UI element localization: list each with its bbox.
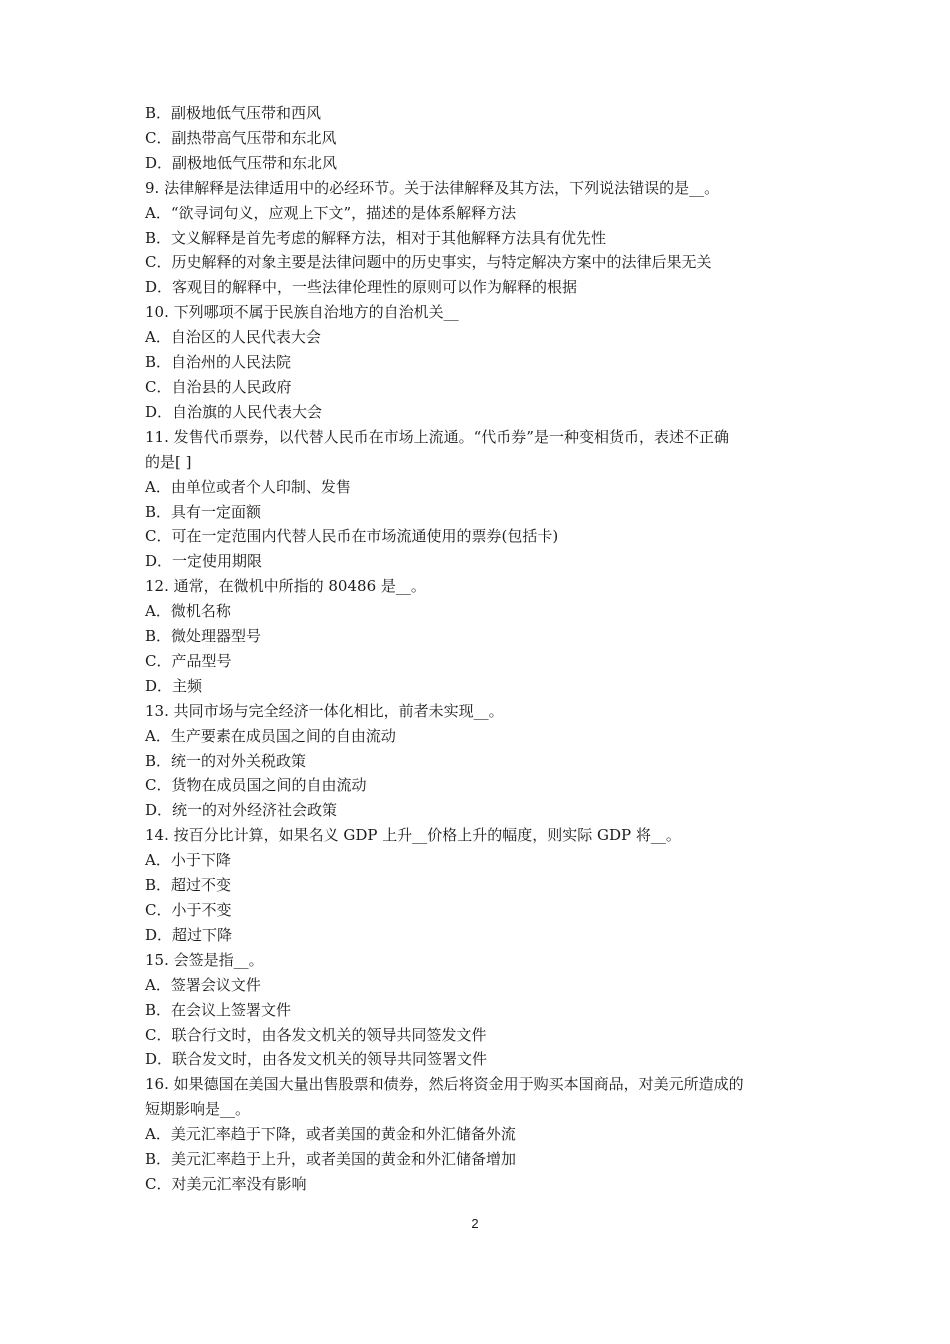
text-line: C．对美元汇率没有影响 bbox=[145, 1174, 307, 1193]
text-line: D．自治旗的人民代表大会 bbox=[145, 402, 323, 421]
text-line: A．由单位或者个人印制、发售 bbox=[145, 477, 351, 496]
document-content bbox=[145, 101, 825, 1197]
text-line: B．在会议上签署文件 bbox=[145, 1000, 292, 1019]
text-line: A．“欲寻词句义，应观上下文”，描述的是体系解释方法 bbox=[145, 203, 517, 222]
text-line: D．统一的对外经济社会政策 bbox=[145, 801, 338, 820]
text-line: B．统一的对外关税政策 bbox=[145, 751, 307, 770]
text-line: B．具有一定面额 bbox=[145, 502, 262, 521]
text-line: B．自治州的人民法院 bbox=[145, 353, 292, 372]
text-line: B．微处理器型号 bbox=[145, 627, 262, 646]
text-line: 13. 共同市场与完全经济一体化相比，前者未实现__。 bbox=[145, 701, 504, 720]
text-line: 14. 按百分比计算，如果名义 GDP 上升__价格上升的幅度，则实际 GDP 将__。 bbox=[145, 826, 681, 845]
text-line: C．联合行文时，由各发文机关的领导共同签发文件 bbox=[145, 1025, 487, 1044]
text-line: 16. 如果德国在美国大量出售股票和债券，然后将资金用于购买本国商品，对美元所造成的 bbox=[145, 1075, 744, 1094]
text-line: 15. 会签是指__。 bbox=[145, 950, 264, 969]
text-line: B．文义解释是首先考虑的解释方法，相对于其他解释方法具有优先性 bbox=[145, 228, 607, 247]
text-line: D．一定使用期限 bbox=[145, 552, 263, 571]
text-line: C．产品型号 bbox=[145, 651, 232, 670]
text-line: A．小于下降 bbox=[145, 851, 231, 870]
text-line: 9. 法律解释是法律适用中的必经环节。关于法律解释及其方法，下列说法错误的是__。 bbox=[145, 178, 720, 197]
page-number: 2 bbox=[471, 1216, 479, 1231]
text-line: A．自治区的人民代表大会 bbox=[145, 328, 321, 347]
text-line: C．自治县的人民政府 bbox=[145, 377, 292, 396]
text-line: 12. 通常，在微机中所指的 80486 是__。 bbox=[145, 577, 426, 596]
text-line: 的是[ ] bbox=[145, 452, 192, 471]
text-line: B．美元汇率趋于上升，或者美国的黄金和外汇储备增加 bbox=[145, 1150, 517, 1169]
text-line: C．副热带高气压带和东北风 bbox=[145, 128, 337, 147]
text-line: A．美元汇率趋于下降，或者美国的黄金和外汇储备外流 bbox=[145, 1125, 516, 1144]
text-line: C．货物在成员国之间的自由流动 bbox=[145, 776, 367, 795]
text-line: D．客观目的解释中，一些法律伦理性的原则可以作为解释的根据 bbox=[145, 278, 578, 297]
text-line: C．历史解释的对象主要是法律问题中的历史事实，与特定解决方案中的法律后果无关 bbox=[145, 253, 712, 272]
text-line: A．微机名称 bbox=[145, 602, 231, 621]
text-line: A．生产要素在成员国之间的自由流动 bbox=[145, 726, 396, 745]
text-line: A．签署会议文件 bbox=[145, 975, 261, 994]
text-line: D．联合发文时，由各发文机关的领导共同签署文件 bbox=[145, 1050, 488, 1069]
text-line: B．超过不变 bbox=[145, 876, 232, 895]
text-line: D．副极地低气压带和东北风 bbox=[145, 153, 338, 172]
text-line: C．可在一定范围内代替人民币在市场流通使用的票券(包括卡) bbox=[145, 527, 559, 546]
text-line: D．主频 bbox=[145, 676, 203, 695]
text-line: 短期影响是__。 bbox=[145, 1100, 251, 1119]
text-line: 10. 下列哪项不属于民族自治地方的自治机关__ bbox=[145, 303, 459, 322]
text-line: 11. 发售代币票券，以代替人民币在市场上流通。“代币券”是一种变相货币，表述不正确 bbox=[145, 427, 729, 446]
text-line: D．超过下降 bbox=[145, 925, 233, 944]
text-line: C．小于不变 bbox=[145, 901, 232, 919]
text-line: B．副极地低气压带和西风 bbox=[145, 104, 322, 122]
